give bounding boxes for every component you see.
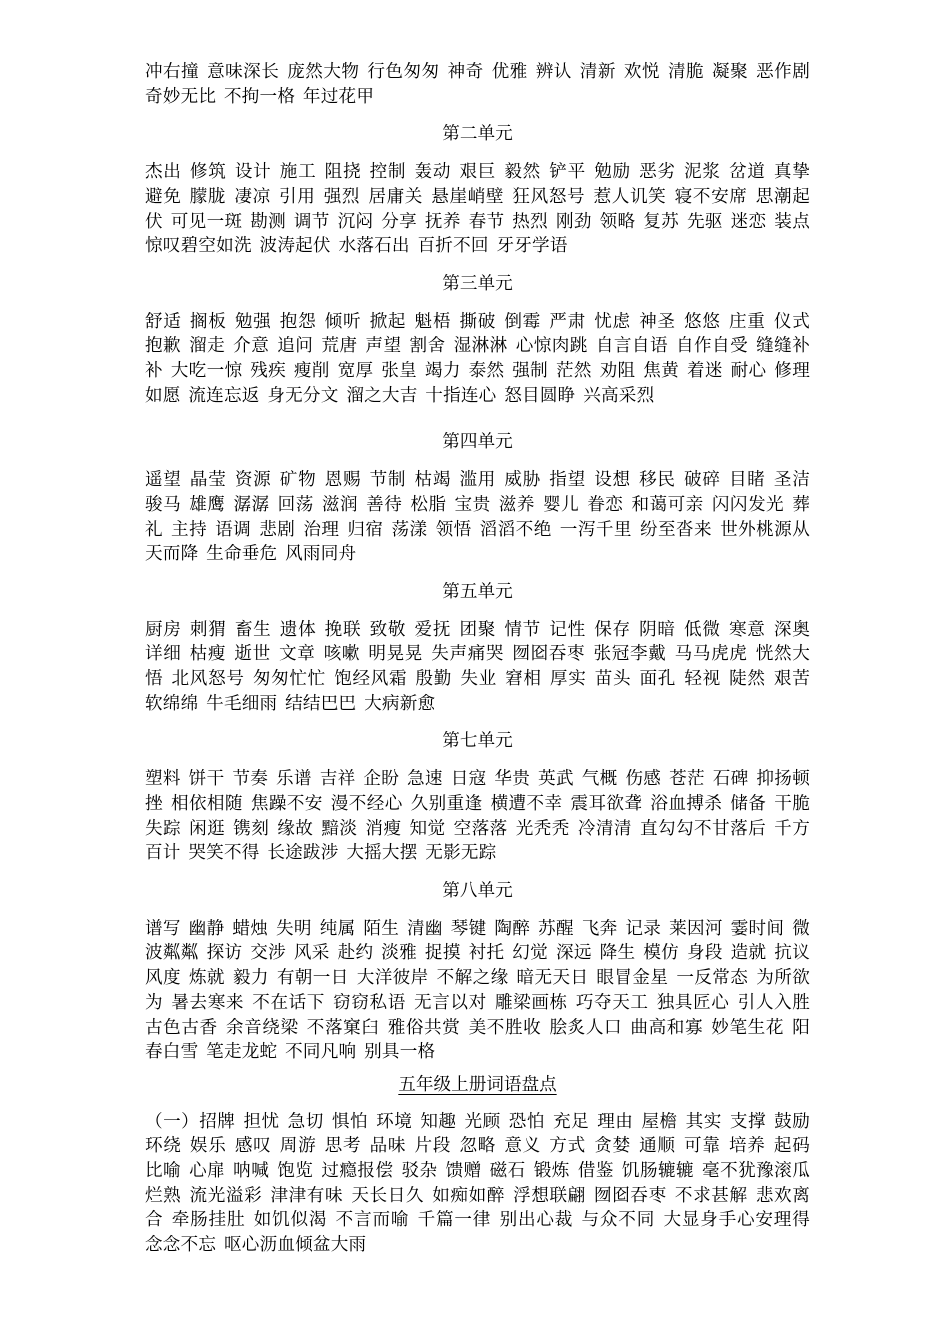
word-list-unit3: 舒适 搁板 勉强 抱怨 倾听 掀起 魁梧 撕破 倒霉 严肃 忧虑 神圣 悠悠 庄重 仪式 抱歉 溜走 介意 追问 荒唐 声望 割舍 湿淋淋 心惊肉跳 自言自语 自作自受 缝缝补补 大吃一惊 残疾 瘦削 宽厚 张皇 竭力 泰然 强制 茫然 劝阻 焦黄 着迷 耐心 修理 如愿 流连忘返 身无分文 溜之大吉 十指连心 怒目圆睁 兴高采烈 bbox=[145, 311, 810, 406]
section-title-text: 五年级上册词语盘点 bbox=[398, 1074, 557, 1095]
heading-unit-7: 第七单元 bbox=[442, 731, 513, 752]
word-list-unit7: 塑料 饼干 节奏 乐谱 吉祥 企盼 急速 日寇 华贵 英武 气概 伤感 苍茫 石碑 抑扬顿挫 相依相随 焦躁不安 漫不经心 久别重逢 横遭不幸 震耳欲聋 浴血搏杀 储备 干脆 失踪 闲逛 镌刻 缘故 黯淡 消瘦 知觉 空落落 光秃秃 冷清清 直勾勾不甘落后 千方百计 哭笑不得 长途跋涉 大摇大摆 无影无踪 bbox=[145, 769, 810, 864]
word-list-unit5: 厨房 刺猬 畜生 遗体 挽联 致敬 爱抚 团聚 情节 记性 保存 阴暗 低微 寒意 深奥 详细 枯瘦 逝世 文章 咳嗽 明晃晃 失声痛哭 囫囵吞枣 张冠李戴 马马虎虎 恍然大悟 北风怒号 匆匆忙忙 饱经风霜 殷勤 失业 窘相 厚实 苗头 面孔 轻视 陡然 艰苦 软绵绵 牛毛细雨 结结巴巴 大病新愈 bbox=[145, 619, 810, 714]
word-list-unit1-tail: 冲右撞 意味深长 庞然大物 行色匆匆 神奇 优雅 辨认 清新 欢悦 清脆 凝聚 恶作剧 奇妙无比 不拘一格 年过花甲 bbox=[145, 62, 810, 107]
word-list-unit8: 谱写 幽静 蜡烛 失明 纯属 陌生 清幽 琴键 陶醉 苏醒 飞奔 记录 莱因河 霎时间 微波粼粼 探访 交涉 风采 赴约 淡雅 捉摸 衬托 幻觉 深远 降生 模仿 身段 造就 抗议 风度 炼就 毅力 有朝一日 大洋彼岸 不解之缘 暗无天日 眼冒金星 一反常态 为所欲为 暑去寒来 不在话下 窃窃私语 无言以对 雕梁画栋 巧夺天工 独具匠心 引人入胜 古色古香 余音绕梁 不落窠臼 雅俗共赏 美不胜收 脍炙人口 曲高和寡 妙笔生花 阳春白雪 笔走龙蛇 不同凡响 别具一格 bbox=[145, 918, 810, 1063]
heading-unit-8: 第八单元 bbox=[442, 880, 513, 901]
heading-unit-5: 第五单元 bbox=[442, 581, 513, 602]
heading-unit-3: 第三单元 bbox=[442, 273, 513, 294]
section-title bbox=[145, 1073, 810, 1098]
heading-unit-2: 第二单元 bbox=[442, 124, 513, 145]
word-list-unit2: 杰出 修筑 设计 施工 阻挠 控制 轰动 艰巨 毅然 铲平 勉励 恶劣 泥浆 岔道 真挚 避免 朦胧 凄凉 引用 强烈 居庸关 悬崖峭壁 狂风怒号 惹人讥笑 寝不安席 思潮起伏 可见一斑 勘测 调节 沉闷 分享 抚养 春节 热烈 刚劲 领略 复苏 先驱 迷恋 装点 惊叹碧空如洗 波涛起伏 水落石出 百折不回 牙牙学语 bbox=[145, 162, 810, 257]
heading-unit-4: 第四单元 bbox=[442, 432, 513, 453]
word-list-grade5-part1: （一）招牌 担忧 急切 惧怕 环境 知趣 光顾 恐怕 充足 理由 屋檐 其实 支撑 鼓励 环绕 娱乐 感叹 周游 思考 品味 片段 忽略 意义 方式 贪婪 通顺 可靠 培养 起码 比喻 心扉 呐喊 饱览 过瘾报偿 驳杂 馈赠 磁石 锻炼 借鉴 饥肠辘辘 毫不犹豫滚瓜烂熟 流光溢彩 津津有味 天长日久 如痴如醉 浮想联翩 囫囵吞枣 不求甚解 悲欢离合 牵肠挂肚 如饥似渴 不言而喻 千篇一律 别出心裁 与众不同 大显身手心安理得 念念不忘 呕心沥血倾盆大雨 bbox=[145, 1111, 810, 1256]
document-page bbox=[145, 60, 810, 1258]
word-list-unit4: 遥望 晶莹 资源 矿物 恩赐 节制 枯竭 滥用 威胁 指望 设想 移民 破碎 目睹 圣洁 骏马 雄鹰 潺潺 回荡 滋润 善待 松脂 宝贵 滋养 婴儿 眷恋 和蔼可亲 闪闪发光 葬礼 主持 语调 悲剧 治理 归宿 荡漾 领悟 滔滔不绝 一泻千里 纷至沓来 世外桃源从天而降 生命垂危 风雨同舟 bbox=[145, 470, 810, 565]
